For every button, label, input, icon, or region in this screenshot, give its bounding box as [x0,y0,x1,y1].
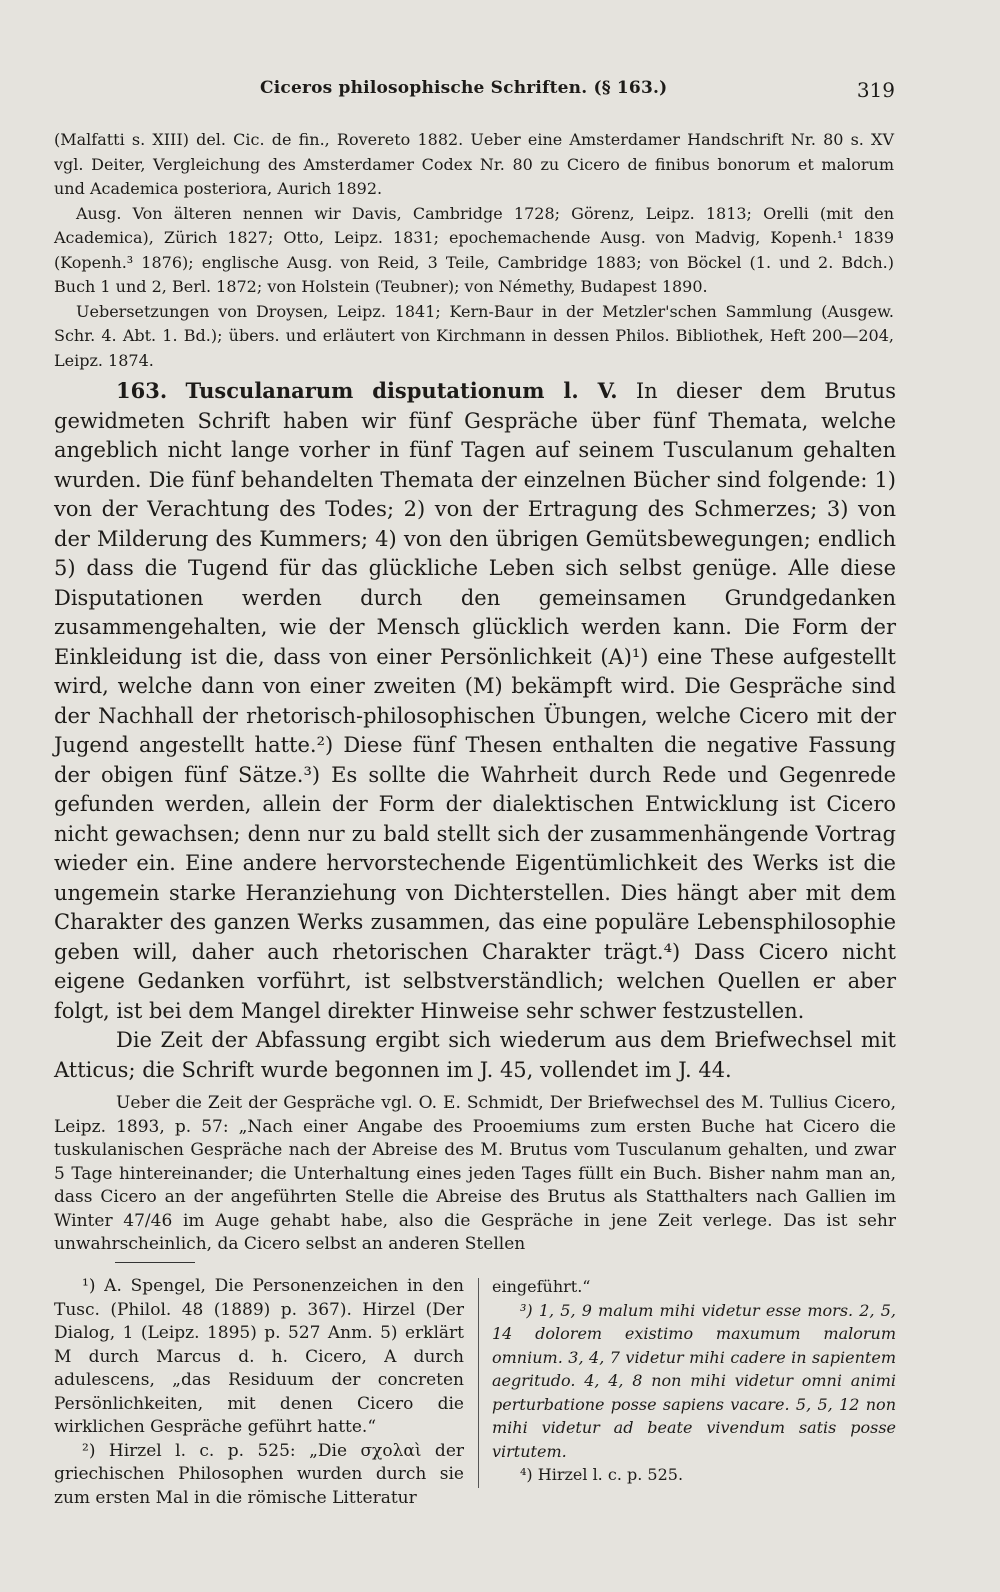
section-163 [54,376,896,1085]
bibliography-paragraph: (Malfatti s. XIII) del. Cic. de fin., Rovereto 1882. Ueber eine Amsterdamer Handschrift Nr. 80 s. XV vgl. Deiter, Vergleichung des Amsterdamer Codex Nr. 80 zu Cicero de finibus bonorum et malorum und Academica posteriora, Aurich 1892. [54,130,894,198]
footnote-2-continued: eingeführt.“ [492,1277,591,1296]
section-body: In dieser dem Brutus gewidmeten Schrift haben wir fünf Gespräche über fünf Themata, welche angeblich nicht lange vorher in fünf Tagen auf seinem Tusculanum gehalten wurden. Die fünf behandelten Themata der einzelnen Bücher sind folgende: 1) von der Verachtung des Todes; 2) von der Ertragung des Schmerzes; 3) von der Milderung des Kummers; 4) von den übrigen Gemütsbewegungen; endlich 5) dass die Tugend für das glückliche Leben sich selbst genüge. Alle diese Disputationen werden durch den gemeinsamen Grundgedanken zusammengehalten, wie der Mensch glücklich werden kann. Die Form der Einkleidung ist die, dass von einer Persönlichkeit (A)¹) eine These aufgestellt wird, welche dann von einer zweiten (M) bekämpft wird. Die Gespräche sind der Nachhall der rhetorisch-philosophischen Übungen, welche Cicero mit der Jugend angestellt hatte.²) Diese fünf Thesen enthalten die negative Fassung der obigen fünf Sätze.³) Es sollte die Wahrheit durch Rede und Gegenrede gefunden werden, allein der Form der dialektischen Entwicklung ist Cicero nicht gewachsen; denn nur zu bald stellt sich der zusammenhängende Vortrag wieder ein. Eine andere hervorstechende Eigentümlichkeit des Werks ist die ungemein starke Heranziehung von Dichterstellen. Dies hängt aber mit dem Charakter des ganzen Werks zusammen, das eine populäre Lebensphilosophie geben will, daher auch rhetorischen Charakter trägt.⁴) Dass Cicero nicht eigene Gedanken vorführt, ist selbstverständlich; welchen Quellen er aber folgt, ist bei dem Mangel direkter Hinweise sehr schwer festzustellen. [54,379,896,1023]
footnotes-right-column [492,1275,896,1487]
column-divider [478,1278,479,1488]
section-paragraph-2: Die Zeit der Abfassung ergibt sich wiederum aus dem Briefwechsel mit Atticus; die Schrift wurde begonnen im J. 45, vollendet im J. 44. [54,1028,896,1082]
footnote-4: ⁴) Hirzel l. c. p. 525. [520,1465,684,1484]
footnotes-left-column [54,1275,464,1510]
section-heading: Tusculanarum disputationum l. V. [185,378,618,403]
small-print-note [54,1092,896,1257]
page-number: 319 [856,78,895,102]
section-paragraph [54,376,896,1026]
footnote-3: ³) 1, 5, 9 malum mihi videtur esse mors. 2, 5, 14 dolorem existimo maxumum malorum omnium. 3, 4, 7 videtur mihi cadere in sapientem aegritudo. 4, 4, 8 non mihi videtur omni animi perturbatione posse sapiens vacare. 5, 5, 12 non mihi videtur ad beate vivendum satis posse virtutem. [492,1300,896,1461]
footnote-rule [115,1262,195,1263]
note-paragraph: Ueber die Zeit der Gespräche vgl. O. E. Schmidt, Der Briefwechsel des M. Tullius Cicero, Leipz. 1893, p. 57: „Nach einer Angabe des Prooemiums zum ersten Buche hat Cicero die tuskulanischen Gespräche nach der Abreise des M. Brutus vom Tusculanum gehalten, und zwar 5 Tage hintereinander; die Unterhaltung eines jeden Tages füllt ein Buch. Bisher nahm man an, dass Cicero an der angeführten Stelle die Abreise des Brutus als Statthalters nach Gallien im Winter 47/46 im Auge gehabt habe, also die Gespräche in jene Zeit verlege. Das ist sehr unwahrscheinlich, da Cicero selbst an anderen Stellen [54,1093,896,1254]
running-title: Ciceros philosophische Schriften. (§ 163.) [260,78,668,98]
footnote-1: ¹) A. Spengel, Die Personenzeichen in den Tusc. (Philol. 48 (1889) p. 367). Hirzel (Der Dialog, 1 (Leipz. 1895) p. 527 Anm. 5) erklärt M durch Marcus d. h. Cicero, A durch adulescens, „das Residuum der concreten Persönlichkeiten, mit denen Cicero die wirklichen Gespräche geführt hatte.“ [54,1276,464,1437]
footnote-2: ²) Hirzel l. c. p. 525: „Die σχολαὶ der griechischen Philosophen wurden durch sie zum ersten Mal in die römische Litteratur [54,1440,464,1508]
section-number: 163. [116,378,168,403]
bibliography-block [54,128,894,373]
editions-paragraph: Ausg. Von älteren nennen wir Davis, Cambridge 1728; Görenz, Leipz. 1813; Orelli (mit den Academica), Zürich 1827; Otto, Leipz. 1831; epochemachende Ausg. von Madvig, Kopenh.¹ 1839 (Kopenh.³ 1876); englische Ausg. von Reid, 3 Teile, Cambridge 1883; von Böckel (1. und 2. Bdch.) Buch 1 und 2, Berl. 1872; von Holstein (Teubner); von Némethy, Budapest 1890. [54,203,894,296]
translations-paragraph: Uebersetzungen von Droysen, Leipz. 1841; Kern-Baur in der Metzler'schen Sammlung (Ausgew. Schr. 4. Abt. 1. Bd.); übers. und erläutert von Kirchmann in dessen Philos. Bibliothek, Heft 200—204, Leipz. 1874. [54,301,894,370]
